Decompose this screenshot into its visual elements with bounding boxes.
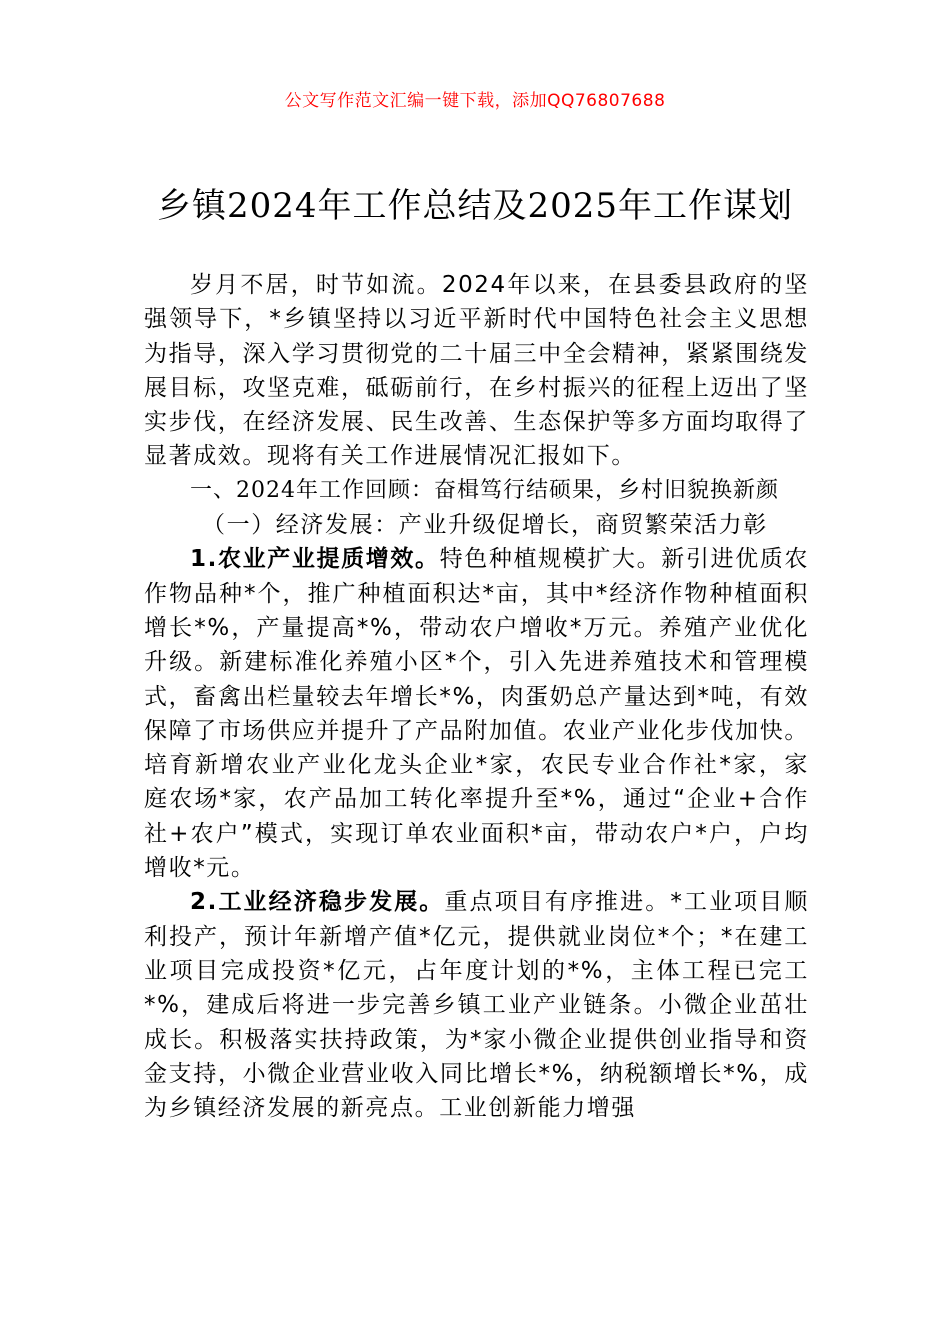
item-paragraph: [144, 885, 809, 1125]
intro-paragraph: 岁月不居，时节如流。2024年以来，在县委县政府的坚强领导下，*乡镇坚持以习近平新时代中国特色社会主义思想为指导，深入学习贯彻党的二十届三中全会精神，紧紧围绕发展目标，攻坚克难，砥砺前行，在乡村振兴的征程上迈出了坚实步伐，在经济发展、民生改善、生态保护等多方面均取得了显著成效。现将有关工作进展情况汇报如下。: [144, 272, 809, 470]
subsection-heading: （一）经济发展：产业升级促增长，商贸繁荣活力彰: [202, 512, 768, 539]
header-ad-text: 公文写作范文汇编一键下载，添加QQ76807688: [284, 91, 666, 111]
document-body: [144, 268, 809, 1125]
item-text: 特色种植规模扩大。新引进优质农作物品种*个，推广种植面积达*亩，其中*经济作物种植面积增长*%，产量提高*%，带动农户增收*万元。养殖产业优化升级。新建标准化养殖小区*个，引入先进养殖技术和管理模式，畜禽出栏量较去年增长*%，肉蛋奶总产量达到*吨，有效保障了市场供应并提升了产品附加值。农业产业化步伐加快。培育新增农业产业化龙头企业*家，农民专业合作社*家，家庭农场*家，农产品加工转化率提升至*%，通过“企业+合作社+农户”模式，实现订单农业面积*亩，带动农户*户，户均增收*元。: [144, 546, 810, 882]
item-lead: 2.工业经济稳步发展。: [190, 889, 445, 916]
section-heading: 一、2024年工作回顾：奋楫笃行结硕果，乡村旧貌换新颜: [190, 477, 779, 503]
item-text: 重点项目有序推进。*工业项目顺利投产，预计年新增产值*亿元，提供就业岗位*个；*在建工业项目完成投资*亿元，占年度计划的*%，主体工程已完工*%，建成后将进一步完善乡镇工业产业链条。小微企业茁壮成长。积极落实扶持政策，为*家小微企业提供创业指导和资金支持，小微企业营业收入同比增长*%，纳税额增长*%，成为乡镇经济发展的新亮点。工业创新能力增强: [144, 889, 809, 1122]
item-paragraph: [144, 542, 809, 885]
item-lead: 1.农业产业提质增效。: [190, 546, 440, 573]
page-title: 乡镇2024年工作总结及2025年工作谋划: [156, 186, 794, 226]
